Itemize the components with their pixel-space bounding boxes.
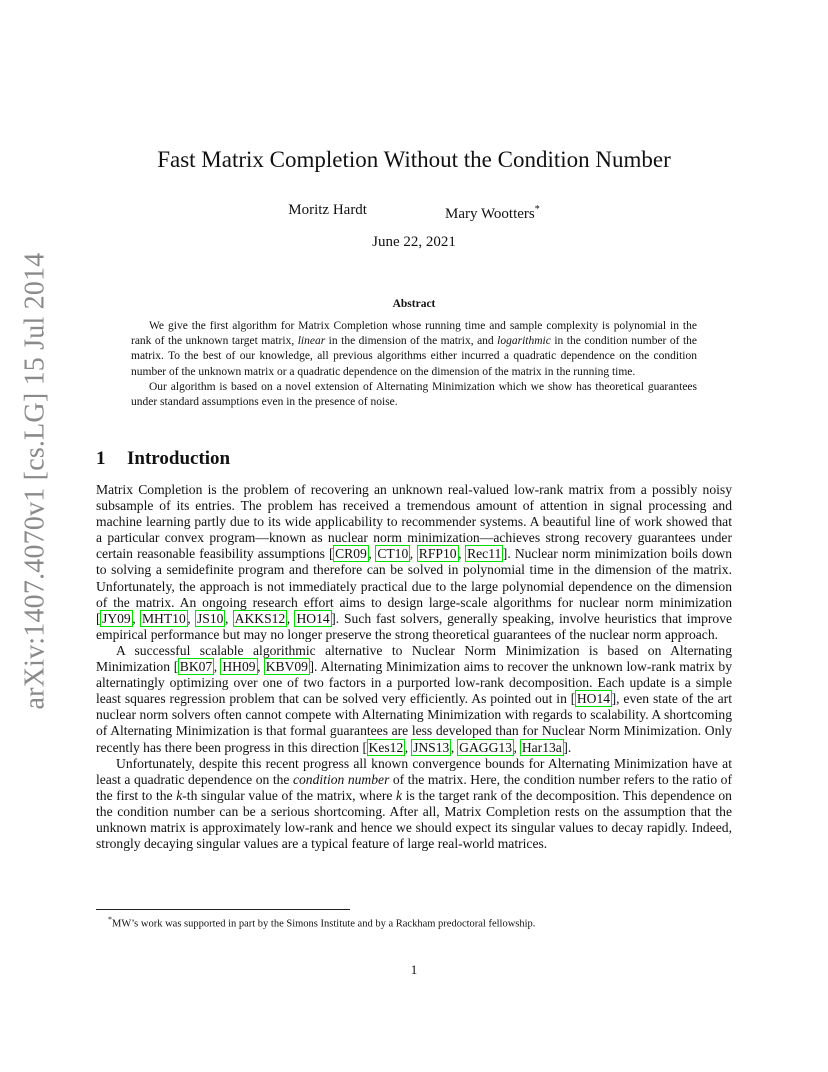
introduction-body	[96, 482, 732, 852]
citation-link[interactable]: Kes12	[368, 739, 404, 755]
citation-link[interactable]: CT10	[377, 546, 409, 562]
citation-link[interactable]: AKKS12	[234, 610, 286, 626]
citation-link[interactable]: RFP10	[418, 546, 457, 562]
section-heading	[96, 446, 732, 472]
citation-link[interactable]: KBV09	[265, 659, 308, 675]
citation-link[interactable]: JS10	[196, 610, 224, 626]
abstract-paragraph-1: We give the first algorithm for Matrix Completion whose running time and sample complexity is polynomial in the rank of the unknown target matrix, linear in the dimension of the matrix, and logarithmic in the condition number of the matrix. To the best of our knowledge, all previous algorithms either incurred a quadratic dependence on the condition number of the unknown matrix or a quadratic dependence on the dimension of the matrix in the running time.	[131, 320, 697, 378]
citation-link[interactable]: HH09	[222, 659, 256, 675]
footnote-divider	[96, 909, 350, 910]
citation-link[interactable]: HO14	[576, 691, 611, 707]
citation-link[interactable]: HO14	[296, 610, 330, 626]
arxiv-side-stamp	[19, 252, 50, 709]
arxiv-identifier: arXiv:1407.4070v1 [cs.LG] 15 Jul 2014	[19, 252, 50, 709]
citation-group: BK07 , HH09 , KBV09	[179, 659, 308, 675]
citation-group	[575, 691, 611, 706]
section-title: Introduction	[127, 448, 231, 469]
abstract-text	[131, 319, 697, 410]
citation-link[interactable]: Har13a	[521, 739, 562, 755]
section-number: 1	[96, 448, 106, 469]
citation-link[interactable]: MHT10	[141, 610, 186, 626]
intro-paragraph-3: Unfortunately, despite this recent progress all known convergence bounds for Alternating Minimization have at least a quadratic dependence on the condition number of the matrix. Here, the condition number refers to the ratio of the first to the k-th singular value of the matrix, where k is the target rank of the decomposition. This dependence on the condition number can be a serious shortcoming. After all, Matrix Completion rests on the assumption that the unknown matrix is approximately low-rank and hence we should expect its singular values to decay rapidly. Indeed, strongly decaying singular values are a typical feature of large real-world matrices.	[96, 755, 733, 852]
citation-link[interactable]: JY09	[102, 610, 131, 626]
author-2: Mary Wootters*	[444, 204, 540, 222]
citation-group: JY09 , MHT10 , JS10 , AKKS12 , HO14	[102, 610, 330, 626]
citation-link[interactable]: GAGG13	[459, 739, 513, 755]
citation-group: Kes12 , JNS13 , GAGG13 , Har13a	[368, 739, 562, 755]
citation-link[interactable]: BK07	[179, 659, 213, 675]
citation-link[interactable]: JNS13	[413, 739, 450, 755]
intro-paragraph-1: Matrix Completion is the problem of recovering an unknown real-valued low-rank matrix from a possibly noisy subsample of its entries. The problem has received a tremendous amount of attention in signal processing and machine learning partly due to its wide applicability to recommender systems. A beautiful line of work showed that a particular convex program—known as nuclear norm minimization—achieves strong recovery guarantees under certain reasonable feasibility assumptions [ CR09 , CT10 , RFP10 , Rec11 ]. Nuclear norm minimization boils down to solving a semidefinite program and therefore can be solved in polynomial time in the dimension of the matrix. Unfortunately, the approach is not immediately practical due to the large polynomial dependence on the dimension of the matrix. An ongoing research effort aims to design large-scale algorithms for nuclear norm minimization [ JY09 , MHT10 , JS10 , AKKS12 , HO14 ]. Such fast solvers, generally speaking, involve heuristics that improve empirical performance but may no longer preserve the strong theoretical guarantees of the nuclear norm approach.	[96, 482, 733, 642]
abstract-paragraph-2: Our algorithm is based on a novel extension of Alternating Minimization which we show has theoretical guarantees under standard assumptions even in the presence of noise.	[131, 380, 697, 409]
citation-link[interactable]: Rec11	[467, 546, 502, 562]
footnote-mark[interactable]: *	[534, 204, 540, 215]
paper-date: June 22, 2021	[372, 234, 456, 250]
citation-group: CR09 , CT10 , RFP10 , Rec11	[335, 546, 502, 562]
author-list	[96, 200, 732, 224]
page-number: 1	[410, 962, 418, 977]
author-1: Moritz Hardt	[288, 202, 367, 218]
intro-paragraph-2: A successful scalable algorithmic alternative to Nuclear Norm Minimization is based on Alternating Minimization [ BK07 , HH09 , KBV09 ]. Alternating Minimization aims to recover the unknown low-rank matrix by alternatingly optimizing over one of two factors in a purported low-rank decomposition. Each update is a simple least squares regression problem that can be solved very efficiently. As pointed out in [ HO14 ], even state of the art nuclear norm solvers often cannot compete with Alternating Minimization with regards to scalability. A shortcoming of Alternating Minimization is that formal guarantees are less developed than for Nuclear Norm Minimization. Only recently has there been progress in this direction [ Kes12 , JNS13 , GAGG13 , Har13a ].	[96, 642, 733, 755]
citation-link[interactable]: CR09	[335, 546, 367, 562]
footnote: *MW’s work was supported in part by the Simons Institute and by a Rackham predoctoral fellowship.	[108, 915, 536, 930]
paper-title: Fast Matrix Completion Without the Condition Number	[157, 147, 671, 172]
abstract-heading: Abstract	[392, 298, 436, 310]
